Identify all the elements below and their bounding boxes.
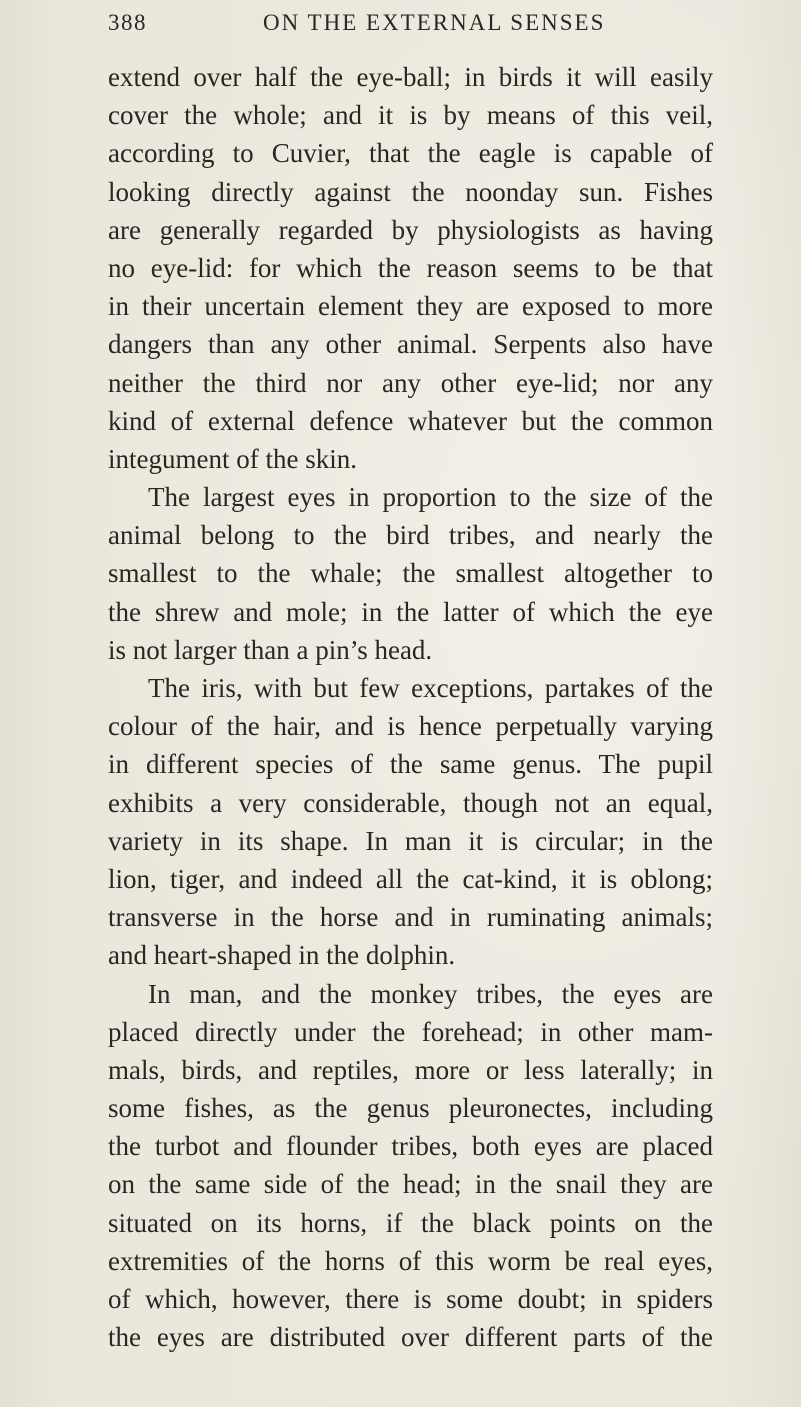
text-line: smallest to the whale; the smallest altogether to xyxy=(108,558,713,589)
text-line: of which, however, there is some doubt; in spiders xyxy=(108,1284,713,1314)
text-line: on the same side of the head; in the snail they are xyxy=(108,1169,713,1200)
page-number: 388 xyxy=(108,10,147,35)
text-line: neither the third nor any other eye-lid; nor any xyxy=(108,367,713,398)
text-line: looking directly against the noonday sun. Fishes xyxy=(108,176,713,207)
running-head xyxy=(108,10,668,50)
running-title: ON THE EXTERNAL SENSES xyxy=(263,10,606,35)
text-line: and heart-shaped in the dolphin. xyxy=(108,940,456,971)
text-line: some fishes, as the genus pleuronectes, including xyxy=(108,1093,713,1124)
text-line: situated on its horns, if the black points on the xyxy=(108,1207,713,1238)
text-line: is not larger than a pin’s head. xyxy=(108,634,433,665)
text-line: no eye-lid: for which the reason seems to be that xyxy=(108,252,713,283)
text-line: variety in its shape. In man it is circular; in the xyxy=(108,825,713,856)
text-line: are generally regarded by physiologists as having xyxy=(108,214,713,245)
text-line: In man, and the monkey tribes, the eyes are xyxy=(148,978,713,1009)
text-line: according to Cuvier, that the eagle is capable of xyxy=(108,138,713,169)
text-line: cover the whole; and it is by means of this veil, xyxy=(108,100,713,131)
text-line: in their uncertain element they are exposed to more xyxy=(108,291,713,322)
text-line: integument of the skin. xyxy=(108,443,357,474)
text-line: in different species of the same genus. The pupil xyxy=(108,749,713,780)
body-text xyxy=(108,58,713,1356)
text-line: extend over half the eye-ball; in birds it will easily xyxy=(108,62,713,92)
text-line: exhibits a very considerable, though not an equal, xyxy=(108,787,713,818)
text-line: animal belong to the bird tribes, and nearly the xyxy=(108,520,713,551)
text-line: lion, tiger, and indeed all the cat-kind, it is oblong; xyxy=(108,863,713,894)
text-line: extremities of the horns of this worm be real eyes, xyxy=(108,1245,713,1276)
text-line: the eyes are distributed over different parts of the xyxy=(108,1322,713,1353)
text-line: transverse in the horse and in ruminating animals; xyxy=(108,902,713,933)
text-line: mals, birds, and reptiles, more or less laterally; in xyxy=(108,1054,713,1085)
text-line: The largest eyes in proportion to the size of the xyxy=(148,482,713,513)
text-line: dangers than any other animal. Serpents also have xyxy=(108,329,713,360)
text-line: kind of external defence whatever but the common xyxy=(108,405,713,436)
text-line: colour of the hair, and is hence perpetually varying xyxy=(108,711,713,742)
text-line: the shrew and mole; in the latter of which the eye xyxy=(108,596,713,627)
text-line: placed directly under the forehead; in other mam- xyxy=(108,1016,713,1047)
text-line: the turbot and flounder tribes, both eyes are placed xyxy=(108,1131,713,1162)
text-line: The iris, with but few exceptions, partakes of the xyxy=(148,673,713,703)
